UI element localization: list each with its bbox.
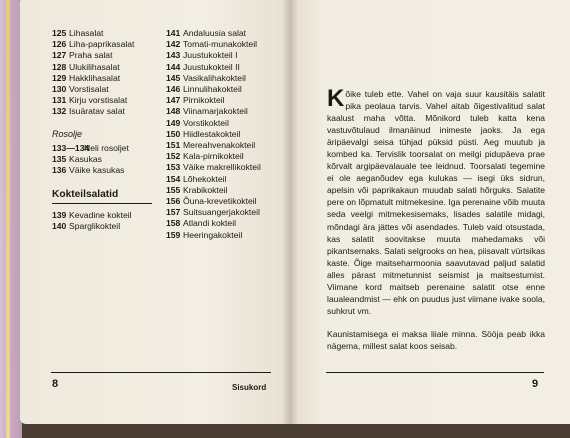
toc-entry bbox=[166, 196, 286, 207]
toc-entry-title: Õuna-krevetikokteil bbox=[183, 196, 257, 207]
toc-entry bbox=[52, 73, 162, 84]
toc-entry-number: 153 bbox=[166, 162, 181, 173]
toc-entry-number: 147 bbox=[166, 95, 181, 106]
toc-entry-title: Atlandi kokteil bbox=[183, 218, 237, 229]
toc-entry-number: 146 bbox=[166, 84, 181, 95]
toc-entry bbox=[166, 28, 286, 39]
toc-entry bbox=[166, 39, 286, 50]
toc-entry bbox=[166, 62, 286, 73]
book-edge-left bbox=[0, 0, 22, 438]
toc-entry-number: 130 bbox=[52, 84, 67, 95]
toc-entry-number: 145 bbox=[166, 72, 181, 83]
toc-entry-title: Vasikalihakokteil bbox=[183, 72, 246, 83]
toc-entry-number: 154 bbox=[166, 173, 181, 184]
toc-entry-title: Suitsuangerjakokteil bbox=[183, 207, 260, 218]
toc-entry bbox=[166, 140, 286, 151]
toc-list-salads bbox=[52, 28, 162, 118]
toc-list-cocktails bbox=[52, 210, 162, 232]
toc-entry-title: Sparglikokteil bbox=[69, 221, 121, 232]
toc-entry-title: Isuäratav salat bbox=[69, 106, 125, 117]
toc-entry-number: 155 bbox=[166, 184, 181, 195]
toc-entry-title: Väike kasukas bbox=[69, 165, 125, 176]
drop-cap: K bbox=[327, 85, 345, 112]
toc-entry bbox=[166, 207, 286, 218]
toc-entry bbox=[52, 154, 162, 165]
toc-entry-number: 151 bbox=[166, 140, 181, 151]
toc-list-rosolje bbox=[52, 143, 162, 177]
toc-entry-number: 156 bbox=[166, 196, 181, 207]
toc-entry-title: Linnulihakokteil bbox=[183, 84, 242, 95]
toc-entry bbox=[52, 165, 162, 176]
toc-entry-title: Hakklihasalat bbox=[69, 72, 121, 83]
toc-entry bbox=[52, 28, 162, 39]
toc-entry-number: 125 bbox=[52, 28, 67, 38]
toc-entry-title: Kirju vorstisalat bbox=[69, 95, 128, 106]
page-number-left: 8 bbox=[52, 378, 59, 390]
toc-entry-number: 150 bbox=[166, 128, 181, 139]
toc-entry bbox=[166, 185, 286, 196]
toc-subheading-rosolje: Rosolje bbox=[52, 128, 83, 139]
toc-entry bbox=[166, 129, 286, 140]
toc-entry-number: 152 bbox=[166, 151, 181, 162]
toc-section-title-cocktails: Kokteilsalatid bbox=[52, 189, 152, 204]
toc-entry bbox=[166, 73, 286, 84]
toc-entry-number: 149 bbox=[166, 117, 181, 128]
toc-entry-number: 140 bbox=[52, 221, 67, 232]
body-text bbox=[327, 85, 545, 352]
toc-entry-title: Mereahvenakokteil bbox=[183, 140, 256, 151]
toc-entry bbox=[52, 50, 162, 61]
toc-column-2 bbox=[166, 28, 286, 241]
toc-entry-title: Viinamarjakokteil bbox=[183, 106, 248, 117]
toc-entry-number: 143 bbox=[166, 50, 181, 61]
toc-entry-title: Vorstisalat bbox=[69, 84, 109, 95]
toc-entry bbox=[166, 50, 286, 61]
toc-entry bbox=[166, 162, 286, 173]
toc-entry-number: 133—134 bbox=[52, 142, 90, 153]
toc-entry bbox=[52, 62, 162, 73]
toc-list-cocktails-continued bbox=[166, 28, 286, 241]
toc-entry-number: 148 bbox=[166, 106, 181, 117]
footer-rule-right bbox=[326, 372, 544, 373]
toc-entry-title: Kevadine kokteil bbox=[69, 210, 132, 221]
book-edge-stripe bbox=[6, 0, 10, 438]
toc-entry-title: Ulukilihasalat bbox=[69, 61, 120, 72]
toc-entry bbox=[166, 218, 286, 229]
toc-entry-title: Vorstikokteil bbox=[183, 117, 229, 128]
toc-entry-number: 136 bbox=[52, 165, 67, 176]
toc-entry bbox=[166, 174, 286, 185]
toc-entry-number: 159 bbox=[166, 229, 181, 240]
paragraph-2: Kaunistamisega ei maksa liiale minna. Sööja peab ikka nägema, millest salat koos seisab. bbox=[327, 328, 545, 351]
toc-entry bbox=[52, 106, 162, 117]
toc-entry-number: 129 bbox=[52, 72, 67, 83]
toc-entry-title: Kasukas bbox=[69, 153, 102, 164]
toc-column-1 bbox=[52, 28, 162, 233]
toc-entry-title: Juustukokteil II bbox=[183, 61, 240, 72]
toc-entry-number: 158 bbox=[166, 218, 181, 229]
toc-entry bbox=[166, 151, 286, 162]
toc-entry-title: Hiidlestakokteil bbox=[183, 128, 241, 139]
toc-entry bbox=[166, 84, 286, 95]
toc-entry-number: 128 bbox=[52, 61, 67, 72]
toc-entry-title: Heeringakokteil bbox=[183, 229, 243, 240]
toc-entry-title: Tomati-munakokteil bbox=[183, 39, 258, 50]
toc-entry-number: 142 bbox=[166, 39, 181, 50]
toc-entry-title: Liha-paprikasalat bbox=[69, 39, 135, 50]
toc-entry bbox=[52, 39, 162, 50]
toc-entry-title: Pirnikokteil bbox=[183, 95, 225, 106]
toc-entry-title: Neli rosoljet bbox=[84, 142, 129, 153]
toc-entry bbox=[52, 143, 162, 154]
toc-entry bbox=[166, 106, 286, 117]
page-number-right: 9 bbox=[532, 378, 539, 390]
toc-entry-number: 126 bbox=[52, 39, 67, 50]
toc-entry-number: 135 bbox=[52, 153, 67, 164]
toc-entry-number: 139 bbox=[52, 210, 67, 221]
toc-entry-number: 144 bbox=[166, 61, 181, 72]
toc-entry bbox=[52, 95, 162, 106]
toc-entry-title: Kala-pirnikokteil bbox=[183, 151, 244, 162]
toc-entry bbox=[166, 118, 286, 129]
toc-entry-number: 141 bbox=[166, 28, 181, 38]
toc-entry-title: Andaluusia salat bbox=[183, 28, 247, 38]
toc-entry-number: 127 bbox=[52, 50, 67, 61]
toc-entry bbox=[52, 84, 162, 95]
toc-entry-title: Praha salat bbox=[69, 50, 113, 61]
toc-entry-number: 132 bbox=[52, 106, 67, 117]
paragraph-1-text: õike tuleb ette. Vahel on vaja suur kausitäis salatit pika peolaua tarvis. Vahel aitab õigestivalitud salat kaalust maha võtta. Mõnikord tuleb katta kena vastuvõtulaud ilmanäinud inimeste jaoks. Ja ega äripäevalgi seisa tühjad püksid püsti. Aeg muutub ja kombed ka. Tervislik toorsalat on meilgi pidupäeva prae kõrvalt argipäevalauale tee leidnud. Toorsalati tegemine ei ole aeganõudev ega kulukas — isegi üks sidrun, apelsin või paprikakaun muudab salati hõrguks. Salatite pere on lõpmatult mitmekesine. Iga perenaine võib muuta seda veelgi mitmekesisemaks, lisades salatile midagi, mõndagi ära jättes või asendades. Tuleb vaid otsustada, kas salatit soovitakse muuta mahedamaks või pikantsemaks. Salati selgrooks on hea, piisavalt vürtsikas kaste. Õige maitseharmoonia saavutavad paljud salatid alles pärast mitmetunnist seismist ja maitsestumist. Viimane kord maitseb perenaine salatit otse enne laualeandmist — ehk on puudus just viimane ivake soola, suhkrut vm. bbox=[327, 89, 545, 316]
toc-entry bbox=[52, 210, 162, 221]
running-head: Sisukord bbox=[232, 383, 267, 392]
toc-entry-title: Juustukokteil I bbox=[183, 50, 238, 61]
toc-entry-title: Krabikokteil bbox=[183, 184, 228, 195]
toc-entry-number: 131 bbox=[52, 95, 67, 106]
footer-rule-left bbox=[51, 372, 271, 373]
toc-entry bbox=[52, 221, 162, 232]
toc-entry-number: 157 bbox=[166, 207, 181, 218]
toc-entry bbox=[166, 95, 286, 106]
toc-entry-title: Lõhekokteil bbox=[183, 173, 227, 184]
toc-entry-title: Lihasalat bbox=[69, 28, 104, 38]
toc-entry bbox=[166, 230, 286, 241]
toc-entry-title: Väike makrellikokteil bbox=[183, 162, 261, 173]
paragraph-1 bbox=[327, 85, 545, 317]
